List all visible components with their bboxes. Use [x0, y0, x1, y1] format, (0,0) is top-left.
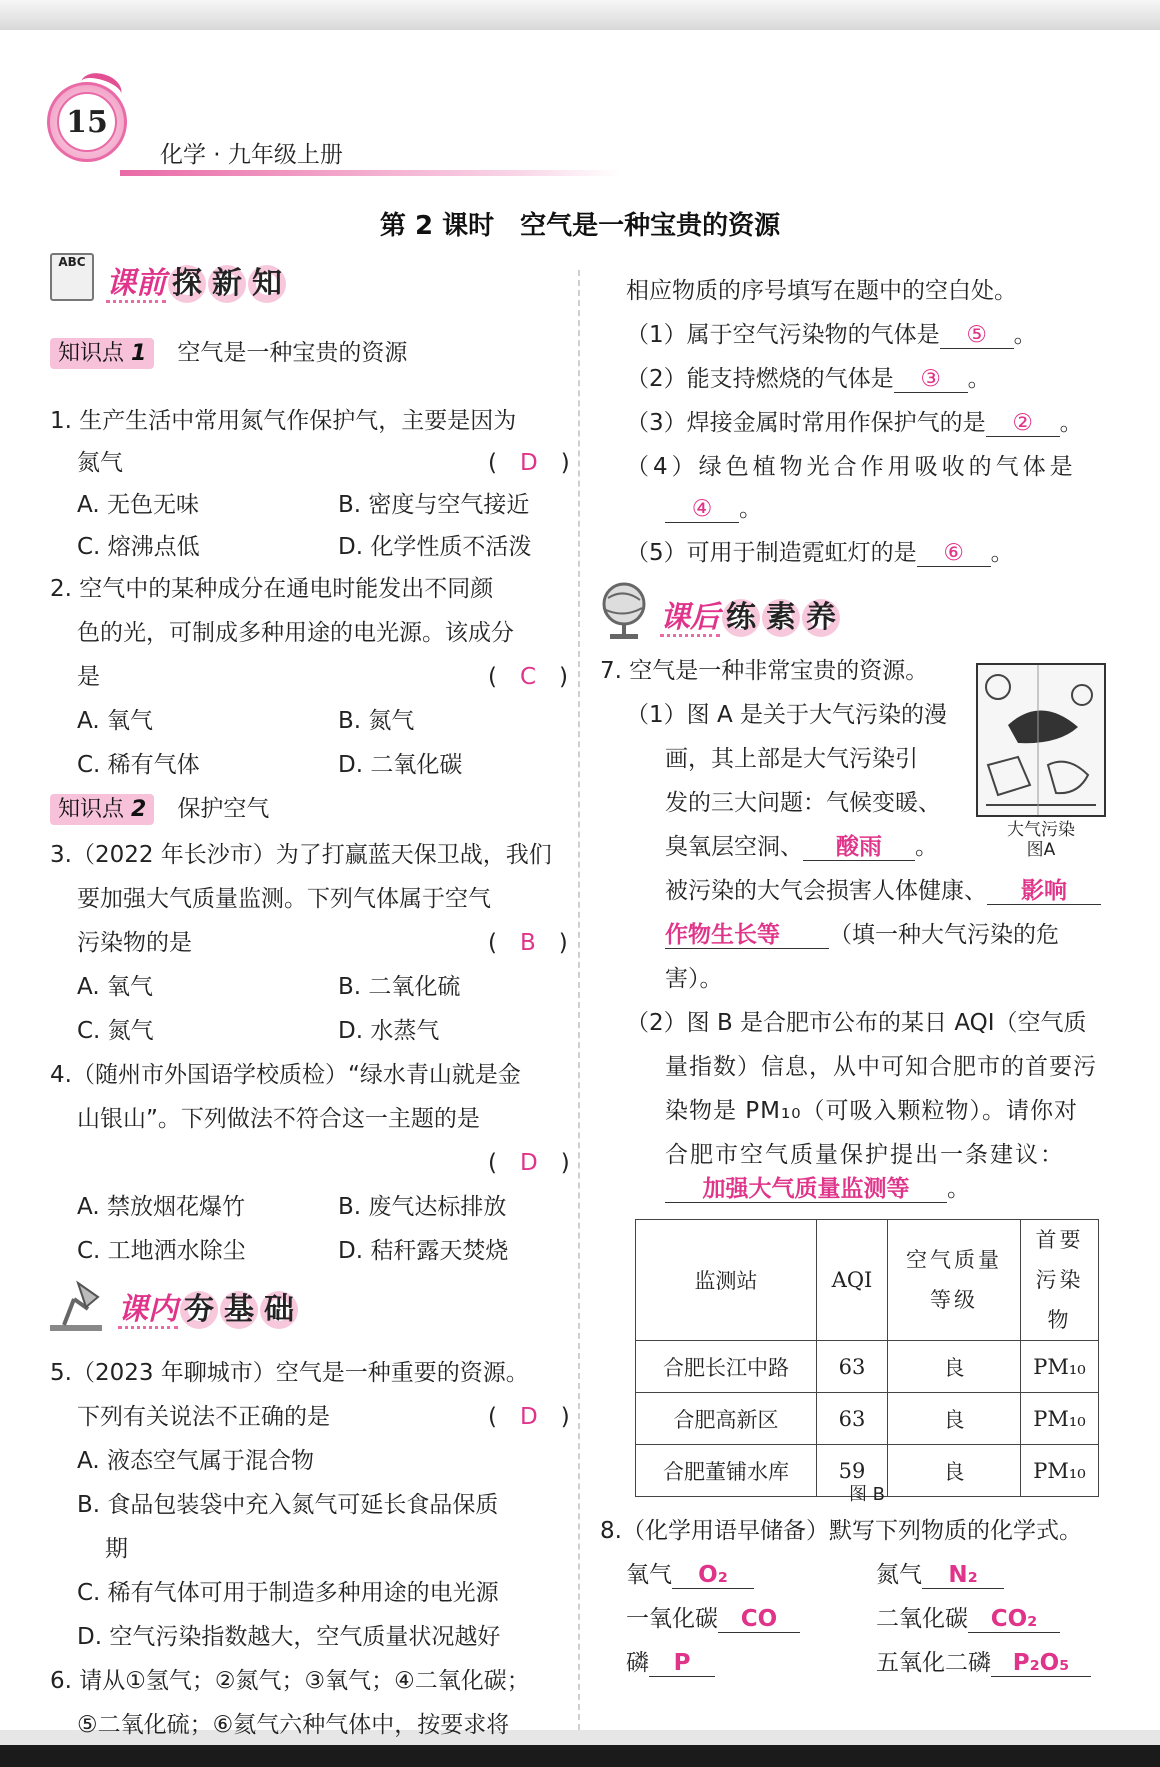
- pollution-cartoon-illustration: [978, 665, 1104, 815]
- globe-icon: [598, 580, 652, 640]
- q6-sub2: （2）能支持燃烧的气体是 ③ 。: [626, 366, 991, 392]
- q8-line1: 8.（化学用语早储备）默写下列物质的化学式。: [600, 1518, 1082, 1544]
- q7-p1-line3: 发的三大问题：气候变暖、: [665, 790, 941, 816]
- top-bar: [0, 0, 1160, 30]
- kp2-title: 保护空气: [177, 796, 270, 822]
- section-inclass-b1: 夯: [180, 1291, 218, 1329]
- lesson-title: 第 2 课时 空气是一种宝贵的资源: [379, 211, 781, 241]
- q7-answer2a: 影响: [987, 878, 1101, 905]
- cell-level: 良: [888, 1445, 1021, 1497]
- q2-answer: ( C ): [488, 664, 569, 690]
- header-rule: [120, 170, 620, 176]
- q6-answer5: ⑥: [917, 540, 991, 567]
- q2-line2: 色的光，可制成多种用途的电光源。该成分: [77, 620, 514, 646]
- q3-option-a: A. 氧气: [77, 974, 153, 1000]
- q4-option-c: C. 工地洒水除尘: [77, 1238, 246, 1264]
- q8-item-p: 磷 P: [626, 1650, 715, 1677]
- section-pre-b1: 探: [168, 265, 206, 303]
- q7-answer3: 加强大气质量监测等: [665, 1176, 947, 1203]
- q7-p1-line1: （1）图 A 是关于大气污染的漫: [626, 702, 947, 728]
- cell-station: 合肥董铺水库: [636, 1445, 817, 1497]
- q1-option-d: D. 化学性质不活泼: [338, 534, 532, 560]
- q8-answer-nitrogen: N₂: [922, 1562, 1004, 1589]
- section-pre-title: [106, 258, 286, 303]
- q6-sub4-answer: ④ 。: [665, 496, 762, 523]
- cell-aqi: 63: [817, 1341, 888, 1393]
- q2-option-d: D. 二氧化碳: [338, 752, 463, 778]
- q5-option-a: A. 液态空气属于混合物: [77, 1448, 314, 1474]
- q1-option-a: A. 无色无味: [77, 492, 199, 518]
- kp1-heading: [50, 340, 407, 367]
- q7-p2-line4: 合肥市空气质量保护提出一条建议：: [665, 1142, 1065, 1168]
- q8-item-nitrogen: 氮气 N₂: [876, 1562, 1004, 1589]
- figure-a-caption-1: 大气污染: [1007, 820, 1075, 840]
- kp2-tag: 知识点 2: [50, 794, 154, 825]
- q5-answer: ( D ): [488, 1404, 570, 1430]
- table-row: [636, 1341, 1099, 1393]
- dot-underline: [660, 634, 720, 637]
- q4-option-d: D. 秸秆露天焚烧: [338, 1238, 509, 1264]
- q3-option-c: C. 氮气: [77, 1018, 154, 1044]
- header-primary-pollutant: 首要污染物: [1021, 1220, 1099, 1341]
- q3-option-b: B. 二氧化硫: [338, 974, 461, 1000]
- q1-line1: 1. 生产生活中常用氮气作保护气，主要是因为: [50, 408, 517, 434]
- page-number-badge: [47, 82, 127, 162]
- q2-line1: 2. 空气中的某种成分在通电时能发出不同颜: [50, 576, 494, 602]
- section-after-b3: 养: [802, 599, 840, 637]
- page-number: 15: [66, 104, 108, 140]
- section-inclass-b3: 础: [260, 1291, 298, 1329]
- q7-p2-line1: （2）图 B 是合肥市公布的某日 AQI（空气质: [626, 1010, 1087, 1036]
- q3-answer: ( B ): [488, 930, 568, 956]
- kp1-title: 空气是一种宝贵的资源: [177, 340, 408, 366]
- q3-option-d: D. 水蒸气: [338, 1018, 440, 1044]
- q5-option-b-cont: 期: [105, 1536, 128, 1562]
- section-after-title: [660, 592, 840, 637]
- q2-option-a: A. 氧气: [77, 708, 153, 734]
- q6-sub4: （4）绿色植物光合作用吸收的气体是: [626, 454, 1077, 480]
- q4-option-a: A. 禁放烟花爆竹: [77, 1194, 245, 1220]
- column-divider: [578, 270, 580, 1730]
- q7-answer3-line: 加强大气质量监测等 。: [665, 1176, 970, 1203]
- q7-answer1: 酸雨: [803, 834, 915, 861]
- q3-line2: 要加强大气质量监测。下列气体属于空气: [77, 886, 491, 912]
- q6-answer2: ③: [894, 366, 968, 393]
- q8-answer-oxygen: O₂: [672, 1562, 754, 1589]
- q8-answer-co2: CO₂: [968, 1606, 1060, 1633]
- q1-answer: ( D ): [488, 450, 570, 476]
- q2-option-c: C. 稀有气体: [77, 752, 200, 778]
- q5-option-c: C. 稀有气体可用于制造多种用途的电光源: [77, 1580, 499, 1606]
- cell-station: 合肥高新区: [636, 1393, 817, 1445]
- q4-answer: ( D ): [488, 1150, 570, 1176]
- figure-b-caption: 图 B: [848, 1484, 886, 1505]
- header-quality-level: 空气质量等级: [888, 1220, 1021, 1341]
- q5-option-d: D. 空气污染指数越大，空气质量状况越好: [77, 1624, 501, 1650]
- cell-aqi: 59: [817, 1445, 888, 1497]
- q2-option-b: B. 氮气: [338, 708, 415, 734]
- q6-sub5: （5）可用于制造霓虹灯的是 ⑥ 。: [626, 540, 1014, 566]
- cell-pollutant: PM₁₀: [1021, 1341, 1099, 1393]
- q7-answer2b: 作物生长等: [665, 922, 829, 949]
- q6-answer1: ⑤: [940, 322, 1014, 349]
- q8-item-co: 一氧化碳 CO: [626, 1606, 800, 1633]
- q4-line2: 山银山”。下列做法不符合这一主题的是: [77, 1106, 480, 1132]
- q7-p1-line7: 害）。: [665, 966, 723, 992]
- section-inclass-title: [118, 1284, 298, 1329]
- section-pre-b2: 新: [208, 265, 246, 303]
- section-pre-a: 课前: [106, 266, 166, 301]
- q1-option-c: C. 熔沸点低: [77, 534, 200, 560]
- q5-line2: 下列有关说法不正确的是: [77, 1404, 330, 1430]
- q6-line1: 6. 请从①氢气；②氮气；③氧气；④二氧化碳；: [50, 1668, 530, 1694]
- q8-item-co2: 二氧化碳 CO₂: [876, 1606, 1060, 1633]
- q5-option-b: B. 食品包装袋中充入氮气可延长食品保质: [77, 1492, 499, 1518]
- section-after-a: 课后: [660, 600, 720, 635]
- book-icon: ABC: [50, 253, 94, 301]
- q1-option-b: B. 密度与空气接近: [338, 492, 530, 518]
- dot-underline: [118, 1326, 178, 1329]
- q8-item-oxygen: 氧气 O₂: [626, 1562, 754, 1589]
- cell-pollutant: PM₁₀: [1021, 1445, 1099, 1497]
- bottom-bar: [0, 1745, 1160, 1767]
- section-after-b2: 素: [762, 599, 800, 637]
- table-row: [636, 1393, 1099, 1445]
- q6-answer4: ④: [665, 496, 739, 523]
- q8-answer-co: CO: [718, 1606, 800, 1633]
- subject-title: 化学 · 九年级上册: [160, 142, 343, 168]
- figure-a-caption-2: 图A: [1026, 840, 1056, 860]
- table-header-row: [636, 1220, 1099, 1341]
- q2-line3: 是: [77, 664, 100, 690]
- header-aqi: AQI: [817, 1220, 888, 1341]
- figure-a-caption: [976, 820, 1106, 860]
- cell-aqi: 63: [817, 1393, 888, 1445]
- cell-level: 良: [888, 1393, 1021, 1445]
- q1-line2: 氮气: [77, 450, 123, 476]
- q6-line3: 相应物质的序号填写在题中的空白处。: [626, 278, 1017, 304]
- q7-p1-line2: 画，其上部是大气污染引: [665, 746, 918, 772]
- section-pre-b3: 知: [248, 265, 286, 303]
- q3-line1: 3.（2022 年长沙市）为了打赢蓝天保卫战，我们: [50, 842, 552, 868]
- figure-a-cartoon: [976, 663, 1106, 817]
- q4-option-b: B. 废气达标排放: [338, 1194, 507, 1220]
- cell-level: 良: [888, 1341, 1021, 1393]
- kp1-tag: 知识点 1: [50, 338, 154, 369]
- q7-p2-line2: 量指数）信息，从中可知合肥市的首要污: [665, 1054, 1097, 1080]
- q6-line2: ⑤二氧化硫；⑥氦气六种气体中，按要求将: [77, 1712, 510, 1738]
- q4-line1: 4.（随州市外国语学校质检）“绿水青山就是金: [50, 1062, 521, 1088]
- q5-line1: 5.（2023 年聊城市）空气是一种重要的资源。: [50, 1360, 529, 1386]
- q7-p1-line4: 臭氧层空洞、 酸雨 。: [665, 834, 938, 860]
- q6-sub3: （3）焊接金属时常用作保护气的是 ② 。: [626, 410, 1083, 436]
- q7-p1-line5: 被污染的大气会损害人体健康、 影响: [665, 878, 1101, 905]
- section-after-b1: 练: [722, 599, 760, 637]
- q7-p1-line6: 作物生长等 （填一种大气污染的危: [665, 922, 1059, 948]
- header-station: 监测站: [636, 1220, 817, 1341]
- q6-sub1: （1）属于空气污染物的气体是 ⑤ 。: [626, 322, 1037, 348]
- cell-pollutant: PM₁₀: [1021, 1393, 1099, 1445]
- q8-answer-p: P: [649, 1650, 715, 1677]
- lamp-icon: [48, 1277, 108, 1335]
- q7-p2-line3: 染物是 PM₁₀（可吸入颗粒物）。请你对: [665, 1098, 1078, 1124]
- section-inclass-b2: 基: [220, 1291, 258, 1329]
- q7-line1: 7. 空气是一种非常宝贵的资源。: [600, 658, 929, 684]
- dot-underline: [106, 300, 166, 303]
- section-inclass-a: 课内: [118, 1292, 178, 1327]
- cell-station: 合肥长江中路: [636, 1341, 817, 1393]
- q3-line3: 污染物的是: [77, 930, 192, 956]
- kp2-heading: [50, 796, 269, 823]
- aqi-table: [635, 1219, 1099, 1497]
- q8-item-p2o5: 五氧化二磷 P₂O₅: [876, 1650, 1091, 1677]
- q6-answer3: ②: [986, 410, 1060, 437]
- worksheet-page: [0, 30, 1160, 1738]
- q8-answer-p2o5: P₂O₅: [991, 1650, 1091, 1677]
